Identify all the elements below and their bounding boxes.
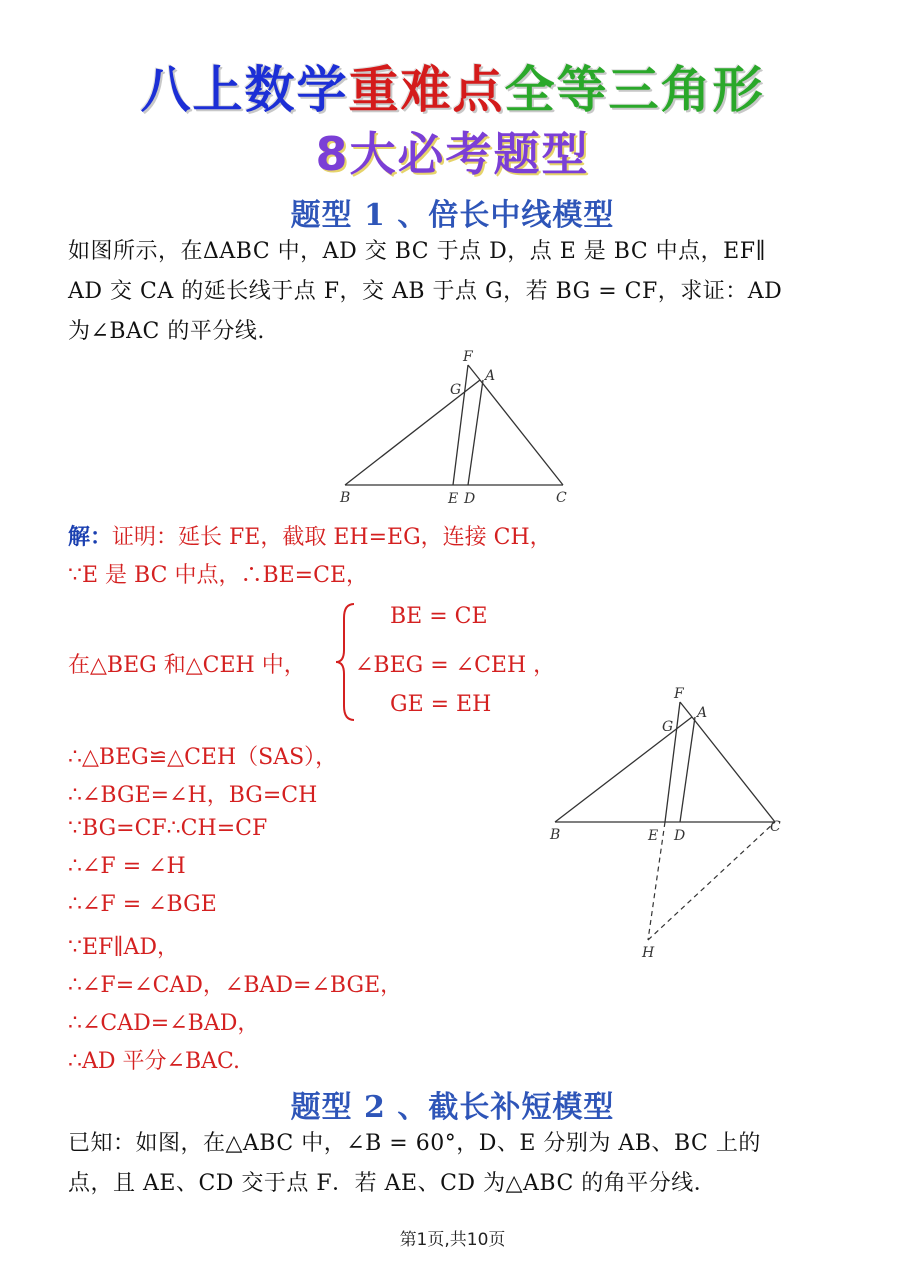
fig1-label-g: G	[450, 382, 462, 398]
step-9: ∴AD 平分∠BAC.	[68, 1049, 241, 1074]
title-segment-1: 八上数学	[140, 61, 349, 119]
section2-title: 题型 2 、截长补短模型	[290, 1090, 615, 1125]
title-segment-3: 全等三角形	[504, 61, 765, 119]
solution-prefix: 解：	[68, 524, 113, 550]
section2-line-2: 点，且 AE、CD 交于点 F．若 AE、CD 为△ABC 的角平分线．	[68, 1171, 717, 1196]
fig2-label-d: D	[674, 828, 686, 844]
step-1: ∴△BEG≌△CEH（SAS），	[68, 745, 338, 770]
page-footer: 第1页,共10页	[399, 1230, 506, 1250]
fig1-label-e: E	[448, 491, 459, 507]
section1-title: 题型 1 、倍长中线模型	[290, 198, 615, 233]
figure-2	[540, 680, 790, 965]
fig1-label-d: D	[464, 491, 476, 507]
system-prefix: 在△BEG 和△CEH 中，	[68, 653, 306, 678]
section2-line-1: 已知：如图，在△ABC 中，∠B = 60°，D、E 分别为 AB、BC 上的	[68, 1131, 761, 1156]
problem-line-3: 为∠BAC 的平分线.	[68, 319, 265, 344]
fig2-label-e: E	[648, 828, 659, 844]
subtitle: 8大必考题型	[315, 127, 590, 181]
step-6: ∵EF∥AD，	[68, 935, 180, 960]
section2-problem	[68, 1124, 838, 1204]
fig2-label-b: B	[550, 827, 561, 843]
step-4: ∴∠F = ∠H	[68, 854, 186, 879]
fig2-label-h: H	[642, 945, 655, 961]
system-line-3: GE = EH	[390, 692, 492, 717]
main-title	[0, 58, 905, 122]
problem-line-1: 如图所示，在ΔABC 中，AD 交 BC 于点 D，点 E 是 BC 中点，EF∥	[68, 239, 767, 264]
fig2-label-a: A	[697, 705, 708, 721]
step-7: ∴∠F=∠CAD，∠BAD=∠BGE，	[68, 973, 403, 998]
step-5: ∴∠F = ∠BGE	[68, 892, 217, 917]
solution-line-2: ∵E 是 BC 中点，∴BE=CE，	[68, 563, 368, 588]
system-line-2: ∠BEG = ∠CEH ，	[355, 653, 556, 678]
fig2-label-f: F	[674, 686, 684, 702]
fig2-label-g: G	[662, 719, 674, 735]
figure-1	[330, 345, 580, 510]
solution-line-1	[68, 520, 552, 551]
solution-first: 证明：延长 FE，截取 EH=EG，连接 CH，	[112, 525, 552, 550]
fig1-label-b: B	[340, 490, 351, 506]
title-segment-2: 重难点	[348, 61, 505, 119]
fig1-label-f: F	[463, 349, 473, 365]
fig2-label-c: C	[770, 819, 781, 835]
fig1-label-c: C	[556, 490, 567, 506]
step-8: ∴∠CAD=∠BAD，	[68, 1011, 260, 1036]
step-2: ∴∠BGE=∠H，BG=CH	[68, 783, 318, 808]
system-line-1: BE = CE	[390, 604, 488, 629]
step-3: ∵BG=CF∴CH=CF	[68, 816, 268, 841]
fig1-label-a: A	[485, 368, 496, 384]
problem-line-2: AD 交 CA 的延长线于点 F，交 AB 于点 G，若 BG = CF，求证：AD	[68, 279, 783, 304]
section1-problem	[68, 232, 838, 352]
